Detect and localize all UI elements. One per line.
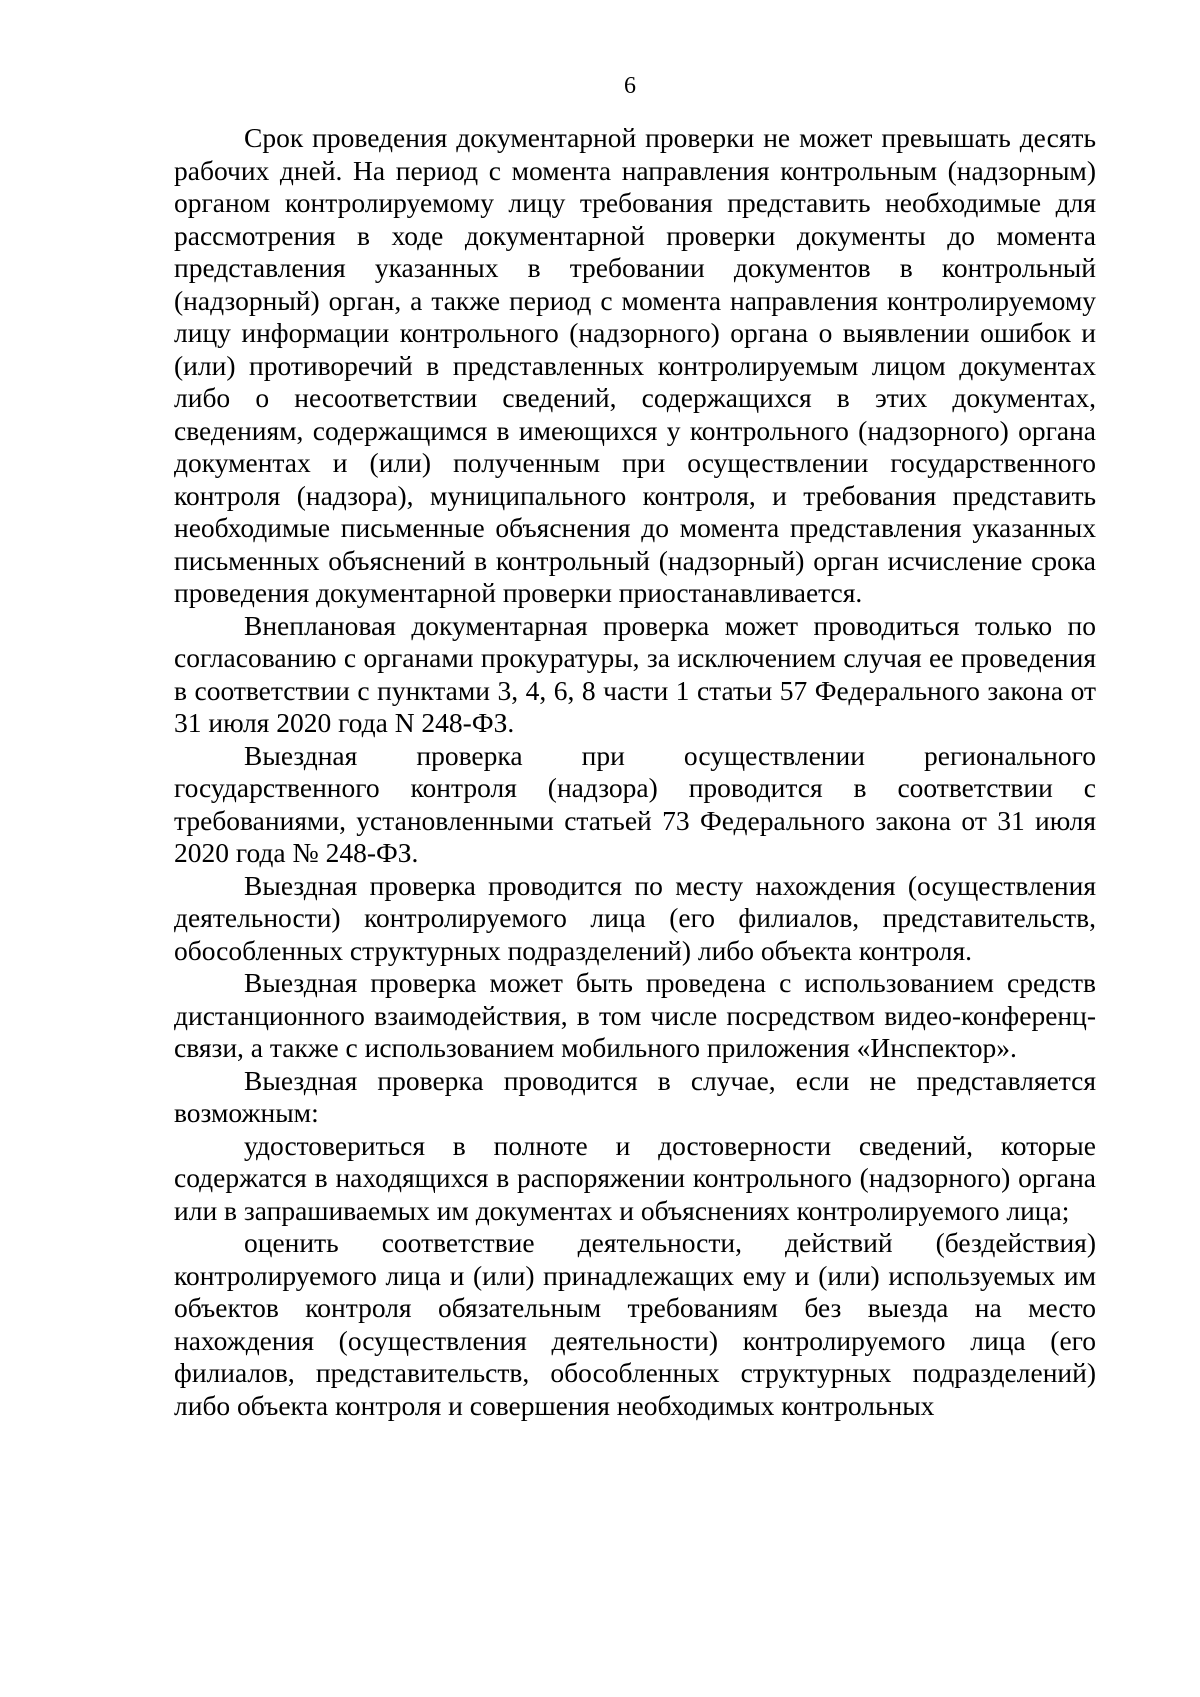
paragraph-onsite-check-requirements: Выездная проверка при осуществлении регионального государственного контроля (надзора) проводится в соответствии с требованиями, установленными статьей 73 Федерального закона от 31 июля 2020 года № 248-ФЗ.	[174, 739, 1096, 868]
paragraph-remote-interaction: Выездная проверка может быть проведена с использованием средств дистанционного взаимодействия, в том числе посредством видео-конференц-связи, а также с использованием мобильного приложения «Инспектор».	[174, 967, 1096, 1063]
paragraph-unscheduled-check: Внеплановая документарная проверка может проводиться только по согласованию с органами прокуратуры, за исключением случая ее проведения в соответствии с пунктами 3, 4, 6, 8 части 1 статьи 57 Федерального закона от 31 июля 2020 года N 248-ФЗ.	[174, 609, 1096, 738]
page-number: 6	[624, 73, 636, 99]
document-body	[174, 122, 1096, 1422]
list-item-verify-completeness: удостовериться в полноте и достоверности сведений, которые содержатся в находящихся в распоряжении контрольного (надзорного) органа или в запрашиваемых им документах и объяснениях контролируемого лица;	[174, 1129, 1096, 1226]
paragraph-documentary-check-duration: Срок проведения документарной проверки не может превышать десять рабочих дней. На период с момента направления контрольным (надзорным) органом контролируемому лицу требования представить необходимые для рассмотрения в ходе документарной проверки документы до момента представления указанных в требовании документов в контрольный (надзорный) орган, а также период с момента направления контролируемому лицу информации контрольного (надзорного) органа о выявлении ошибок и (или) противоречий в представленных контролируемым лицом документах либо о несоответствии сведений, содержащихся в этих документах, сведениям, содержащимся в имеющихся у контрольного (надзорного) органа документах и (или) полученным при осуществлении государственного контроля (надзора), муниципального контроля, и требования представить необходимые письменные объяснения до момента представления указанных письменных объяснений в контрольный (надзорный) орган исчисление срока проведения документарной проверки приостанавливается.	[174, 122, 1096, 608]
paragraph-onsite-check-conditions: Выездная проверка проводится в случае, если не представляется возможным:	[174, 1064, 1096, 1128]
list-item-assess-compliance: оценить соответствие деятельности, действий (бездействия) контролируемого лица и (или) принадлежащих ему и (или) используемых им объектов контроля обязательным требованиям без выезда на место нахождения (осуществления деятельности) контролируемого лица (его филиалов, представительств, обособленных структурных подразделений) либо объекта контроля и совершения необходимых контрольных	[174, 1227, 1096, 1421]
paragraph-onsite-check-location: Выездная проверка проводится по месту нахождения (осуществления деятельности) контролируемого лица (его филиалов, представительств, обособленных структурных подразделений) либо объекта контроля.	[174, 869, 1096, 966]
